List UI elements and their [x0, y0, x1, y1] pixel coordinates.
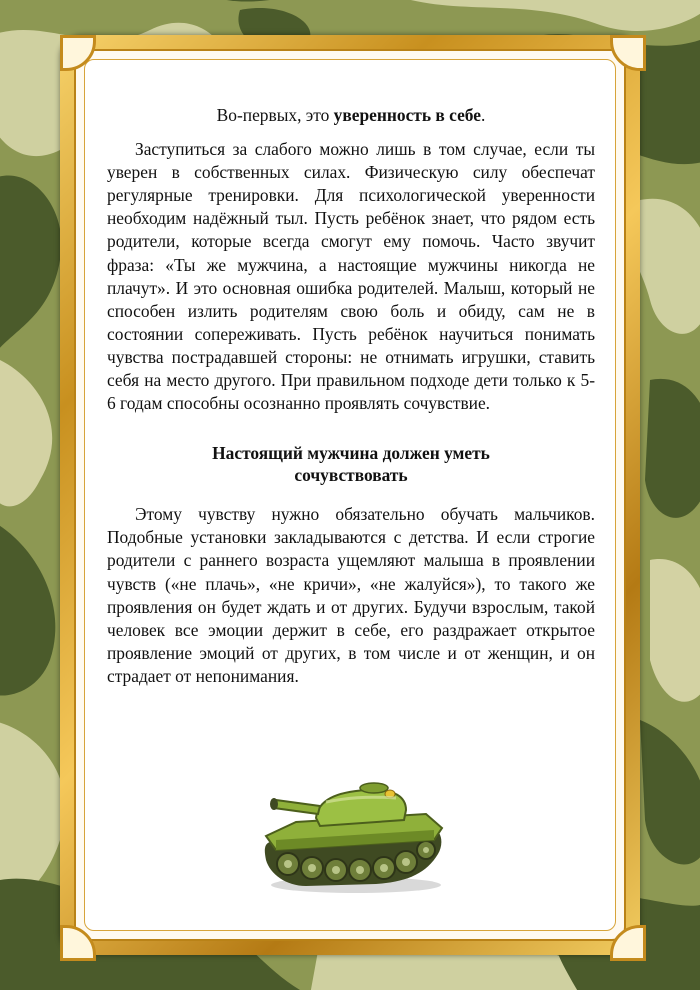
tank-icon	[256, 770, 446, 895]
paragraph-1: Заступиться за слабого можно лишь в том случае, если ты уверен в собственных силах. Физическую силу обеспечат регулярные тренировки. Для психологической уверенности необходим надёжный тыл. Пусть ребёнок знает, что рядом есть родители, которые всегда смогут ему помочь. Часто звучит фраза: «Ты же мужчина, а настоящие мужчины никогда не плачут». И это основная ошибка родителей. Малыш, который не способен излить родителям свою боль и обиду, сам не в состоянии сопереживать. Пусть ребёнок научиться понимать чувства пострадавшей стороны: не отнимать игрушки, ставить себя на место другого. При правильном подходе дети только к 5-6 годам способны осознанно проявлять сочувствие.	[107, 139, 595, 414]
heading-line-2: сочувствовать	[294, 465, 408, 486]
article-body	[107, 104, 595, 688]
intro-prefix: Во-первых, это	[216, 105, 334, 125]
intro-suffix: .	[480, 105, 486, 125]
tank-illustration	[256, 770, 446, 895]
section-heading	[107, 442, 595, 486]
heading-line-1: Настоящий мужчина должен уметь	[212, 443, 490, 464]
intro-emphasis: уверенность в себе	[333, 105, 481, 125]
paragraph-2: Этому чувству нужно обязательно обучать мальчиков. Подобные установки закладываются с детства. И если строгие родители с раннего возраста ущемляют малыша в проявлении чувств («не плачь», «не кричи», «не жалуйся»), то такого же проявления он будет ждать и от других. Будучи взрослым, такой человек все эмоции держит в себе, его раздражает открытое проявление эмоций от других, в том числе и от женщин, и он страдает от непонимания.	[107, 504, 595, 686]
intro-line	[107, 104, 595, 127]
